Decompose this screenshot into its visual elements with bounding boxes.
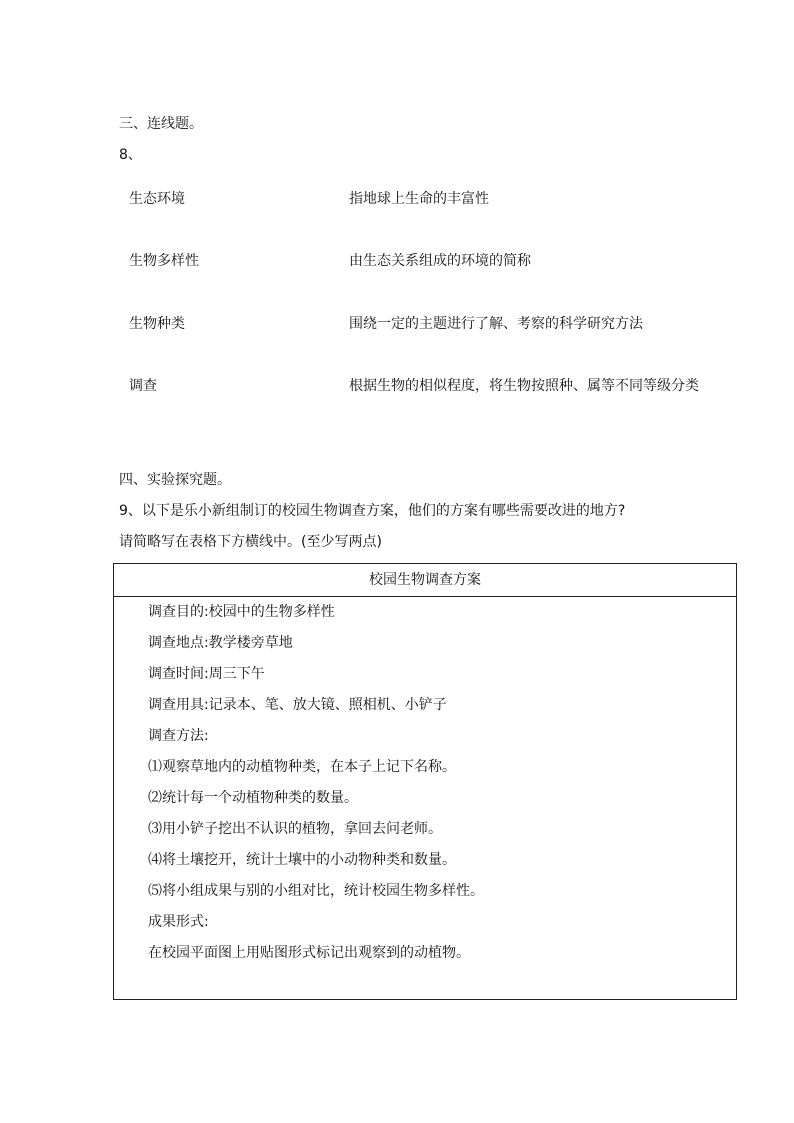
plan-line: 调查目的:校园中的生物多样性 xyxy=(148,604,335,620)
plan-line: ⑸将小组成果与别的小组对比，统计校园生物多样性。 xyxy=(148,883,484,899)
match-right-item: 围绕一定的主题进行了解、考察的科学研究方法 xyxy=(349,316,643,332)
question-9-text: 9、以下是乐小新组制订的校园生物调查方案，他们的方案有哪些需要改进的地方? xyxy=(119,503,626,519)
match-right-item: 指地球上生命的丰富性 xyxy=(349,191,489,207)
match-left-item: 生物种类 xyxy=(129,316,185,332)
match-right-item: 由生态关系组成的环境的简称 xyxy=(349,253,531,269)
plan-line: 调查用具:记录本、笔、放大镜、照相机、小铲子 xyxy=(148,697,447,713)
question-number-8: 8、 xyxy=(119,147,142,163)
plan-line: ⑵统计每一个动植物种类的数量。 xyxy=(148,790,358,806)
plan-line: 调查时间:周三下午 xyxy=(148,666,265,682)
plan-line: 成果形式: xyxy=(148,914,209,930)
survey-plan-table xyxy=(113,563,737,1000)
plan-line: 调查方法: xyxy=(148,728,209,744)
question-9-instruction: 请简略写在表格下方横线中。(至少写两点) xyxy=(119,534,382,550)
plan-line: ⑴观察草地内的动植物种类，在本子上记下名称。 xyxy=(148,759,456,775)
match-left-item: 生态环境 xyxy=(129,191,185,207)
match-left-item: 生物多样性 xyxy=(129,253,199,269)
match-right-item: 根据生物的相似程度，将生物按照种、属等不同等级分类 xyxy=(349,378,699,394)
section-heading-matching: 三、连线题。 xyxy=(119,116,203,132)
plan-line: 在校园平面图上用贴图形式标记出观察到的动植物。 xyxy=(148,945,470,961)
match-left-item: 调查 xyxy=(129,378,157,394)
survey-plan-title: 校园生物调查方案 xyxy=(114,564,736,597)
plan-line: ⑷将土壤挖开，统计土壤中的小动物种类和数量。 xyxy=(148,852,456,868)
plan-line: ⑶用小铲子挖出不认识的植物，拿回去问老师。 xyxy=(148,821,442,837)
plan-line: 调查地点:教学楼旁草地 xyxy=(148,635,293,651)
section-heading-experiment: 四、实验探究题。 xyxy=(119,472,231,488)
